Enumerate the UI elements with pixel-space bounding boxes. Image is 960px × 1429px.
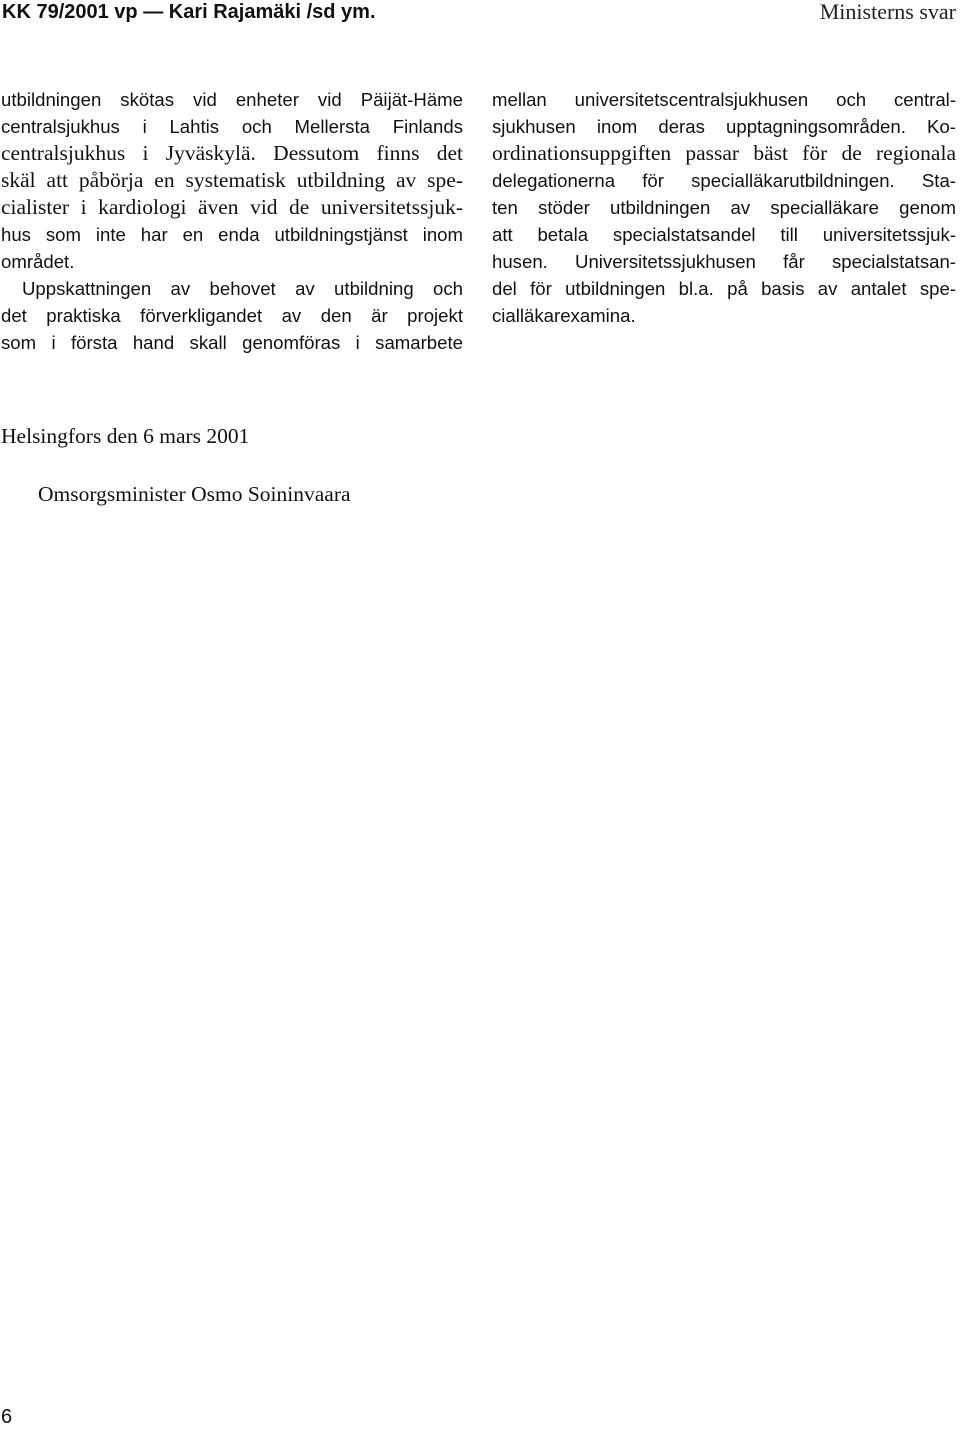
text-line: det praktiska förverkligandet av den är projekt [1, 305, 463, 326]
text-line: som i första hand skall genomföras i samarbete [1, 332, 463, 353]
text-line: området. [1, 251, 75, 272]
text-line: mellan universitetscentralsjukhusen och central- [492, 89, 956, 110]
text-line: centralsjukhus i Jyväskylä. Dessutom finns det [1, 141, 463, 165]
text-line: centralsjukhus i Lahtis och Mellersta Finlands [1, 116, 463, 137]
text-line: delegationerna för specialläkarutbildningen. Sta- [492, 170, 956, 191]
text-line: utbildningen skötas vid enheter vid Päijät-Häme [1, 89, 463, 110]
text-line: ten stöder utbildningen av specialläkare genom [492, 197, 956, 218]
document-header-title: KK 79/2001 vp — Kari Rajamäki /sd ym. [2, 1, 376, 23]
text-line: sjukhusen inom deras upptagningsområden. Ko- [492, 116, 956, 137]
text-line: husen. Universitetssjukhusen får specialstatsan- [492, 251, 956, 272]
text-line: del för utbildningen bl.a. på basis av antalet spe- [492, 278, 956, 299]
text-line: cialläkarexamina. [492, 305, 636, 326]
text-line: cialister i kardiologi även vid de universitetssjuk- [1, 195, 463, 219]
left-text-column [1, 86, 463, 356]
signature-place-date: Helsingfors den 6 mars 2001 [1, 424, 250, 448]
text-line: Uppskattningen av behovet av utbildning och [22, 278, 463, 299]
text-line: ordinationsuppgiften passar bäst för de regionala [492, 141, 956, 165]
text-line: hus som inte har en enda utbildningstjänst inom [1, 224, 463, 245]
signature-signatory: Omsorgsminister Osmo Soininvaara [38, 482, 351, 506]
page-number: 6 [1, 1406, 13, 1428]
right-text-column [492, 86, 956, 329]
document-header-section: Ministerns svar [819, 0, 956, 24]
text-line: att betala specialstatsandel till universitetssjuk- [492, 224, 956, 245]
text-line: skäl att påbörja en systematisk utbildning av spe- [1, 168, 463, 192]
